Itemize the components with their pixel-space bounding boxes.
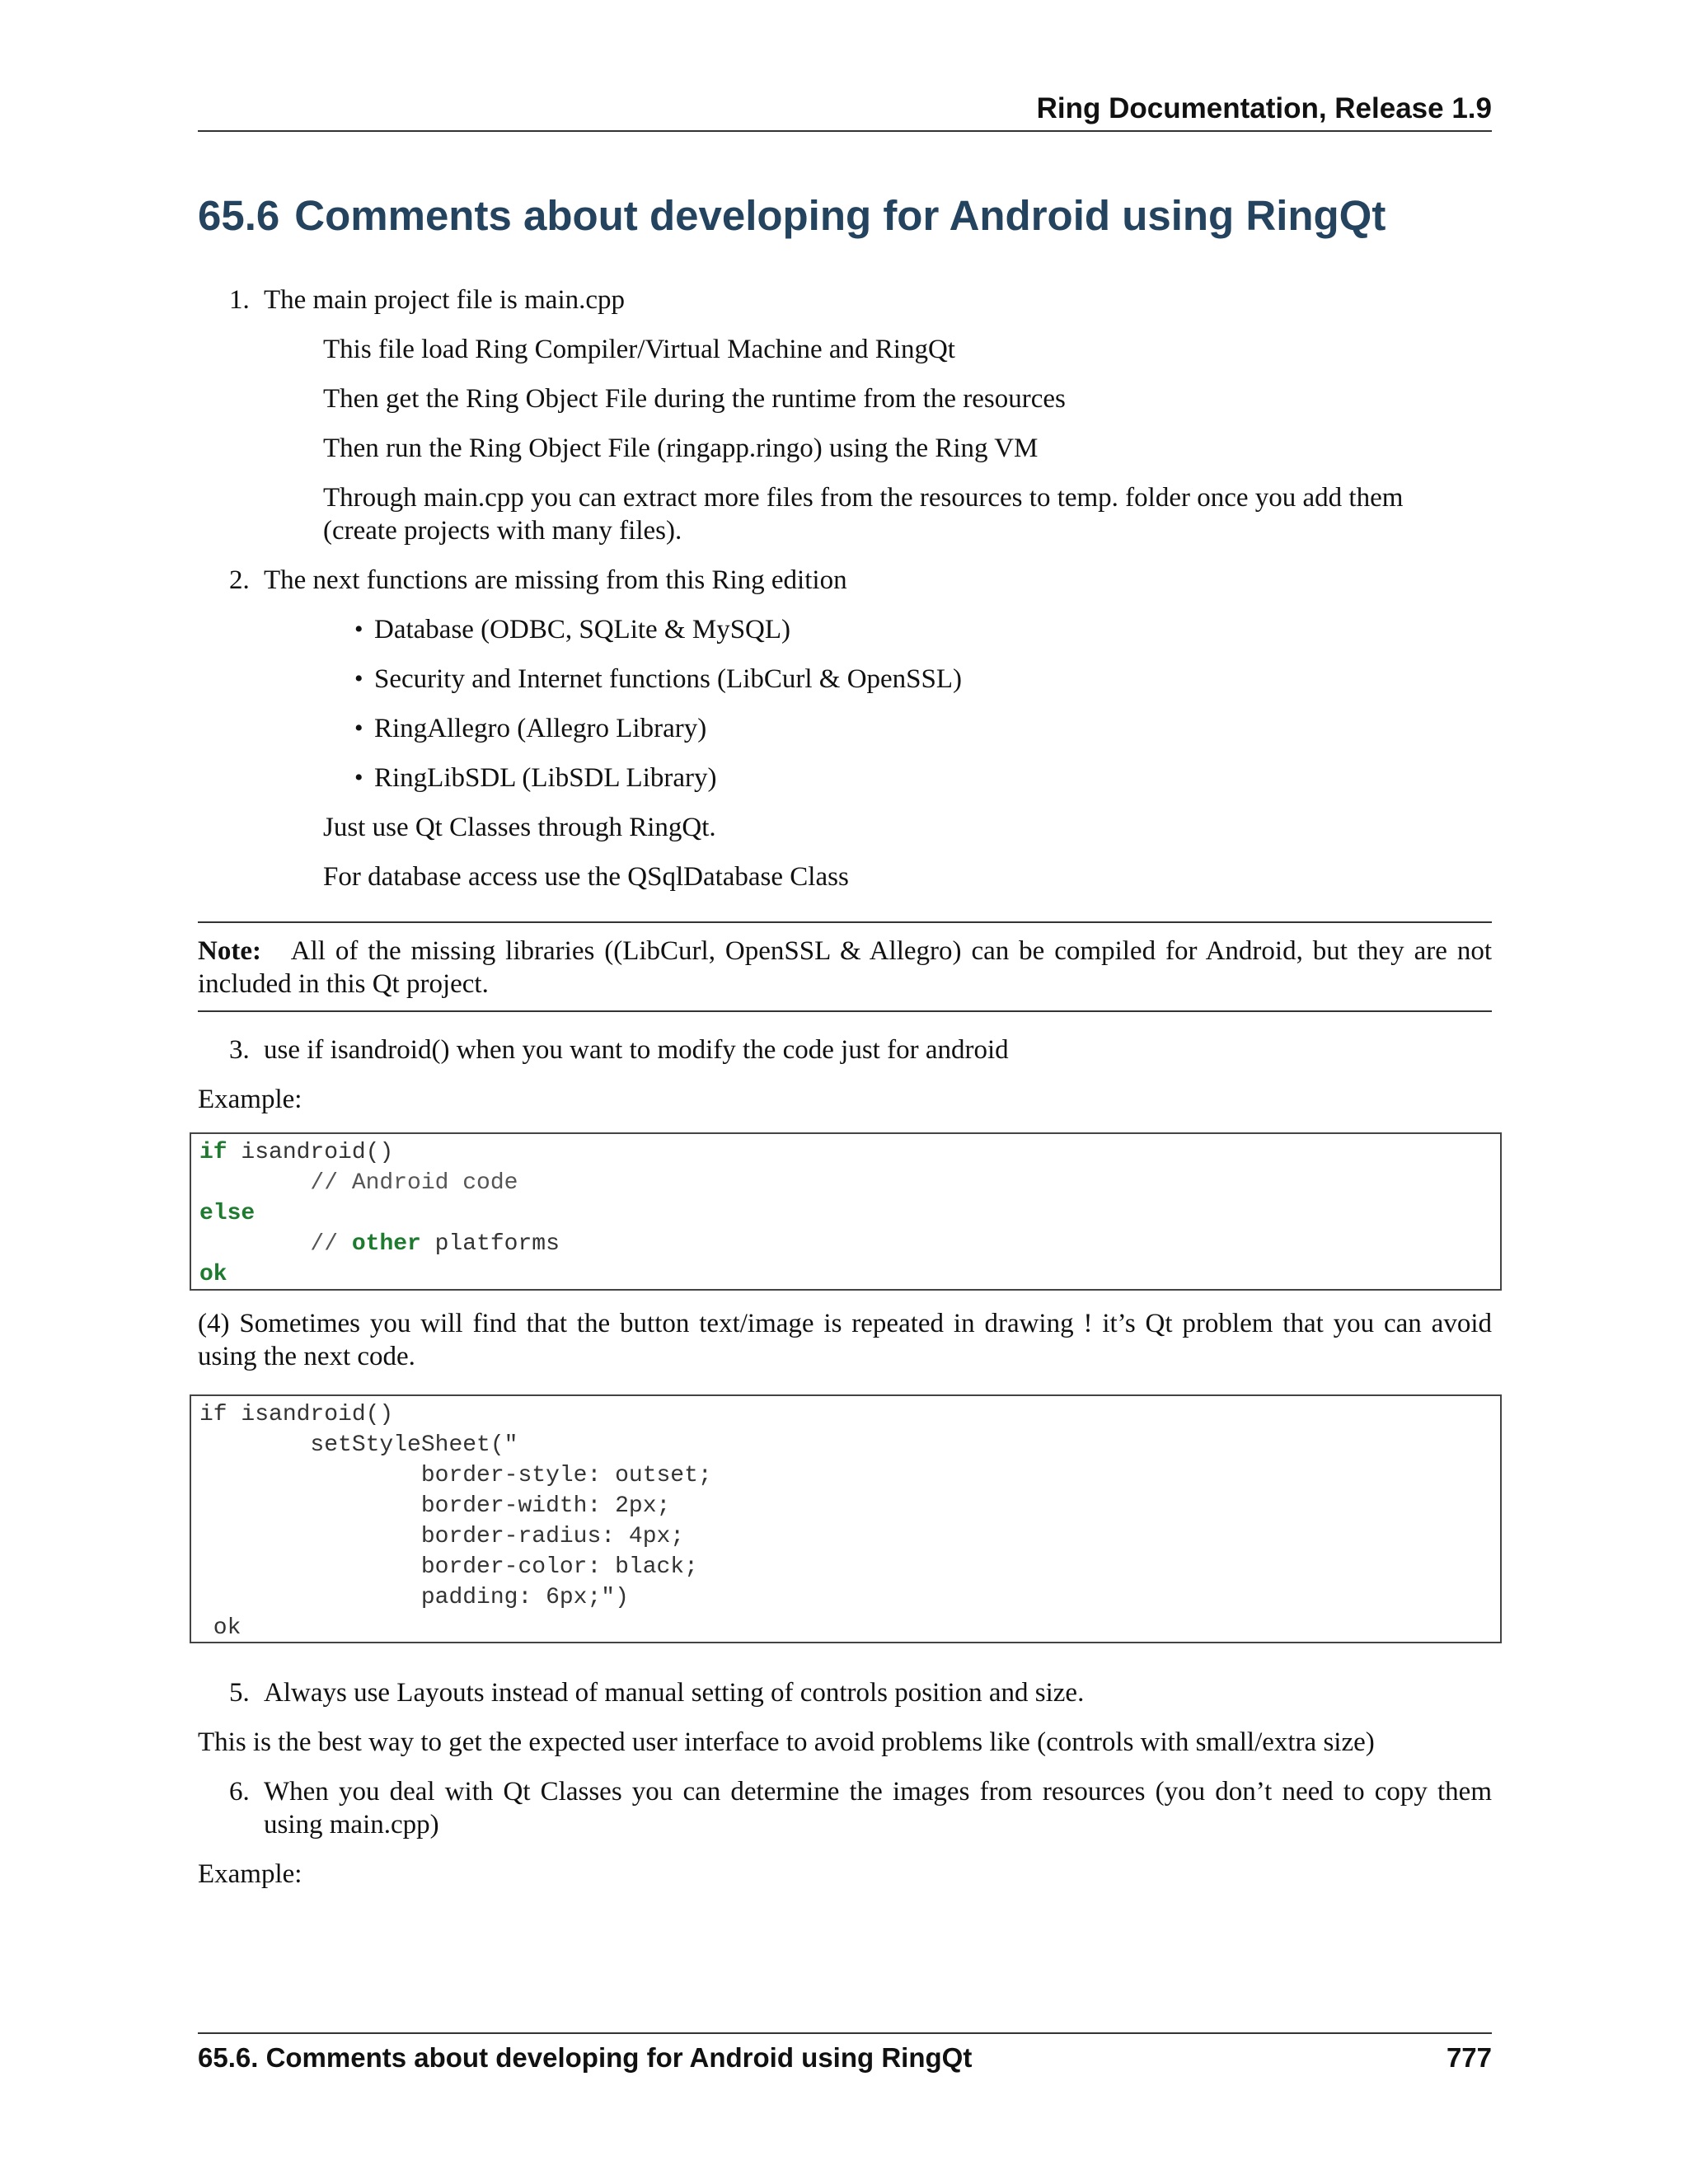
- code-text: isandroid(): [227, 1140, 394, 1165]
- item-5-after: This is the best way to get the expected user interface to avoid problems like (controls with small/extra size): [198, 1727, 1375, 1757]
- note-body: All of the missing libraries ((LibCurl, OpenSSL & Allegro) can be compiled for Android, but they are not included in this Qt project.: [198, 936, 1493, 999]
- bullet-item-4: RingLibSDL (LibSDL Library): [374, 763, 717, 793]
- code-line: padding: 6px;"): [199, 1585, 629, 1610]
- note-box: [198, 921, 1492, 1012]
- bullet-item-2: Security and Internet functions (LibCurl & OpenSSL): [374, 664, 963, 694]
- item-4-line-1: (4) Sometimes you will find that the button text/image is repeated in drawing ! it’s Qt problem that you can avoid: [198, 1309, 1492, 1338]
- item-6-number: 6.: [229, 1777, 250, 1807]
- section-title-text: Comments about developing for Android using RingQt: [294, 192, 1386, 239]
- item-5-text: Always use Layouts instead of manual setting of controls position and size.: [264, 1678, 1085, 1708]
- item-1-line-1: This file load Ring Compiler/Virtual Machine and RingQt: [323, 335, 955, 364]
- bullet-icon: •: [354, 764, 363, 791]
- code-line: [199, 1198, 1492, 1229]
- item-5-number: 5.: [229, 1678, 250, 1708]
- item-6-line-2: using main.cpp): [264, 1810, 439, 1840]
- item-6-line-1: When you deal with Qt Classes you can determine the images from resources (you don’t need to copy them: [264, 1777, 1492, 1807]
- code-keyword: if: [199, 1140, 227, 1165]
- code-keyword: else: [199, 1201, 256, 1226]
- code-keyword: other: [351, 1231, 421, 1257]
- code-block-1: [190, 1132, 1502, 1291]
- code-line: border-color: black;: [199, 1554, 698, 1580]
- code-line: [199, 1259, 1492, 1290]
- item-1-line-4: Through main.cpp you can extract more files from the resources to temp. folder once you add them: [323, 483, 1404, 513]
- item-2-after-2: For database access use the QSqlDatabase Class: [323, 862, 849, 892]
- item-2-text: The next functions are missing from this Ring edition: [264, 565, 847, 595]
- code-text: platforms: [420, 1231, 560, 1257]
- item-3-number: 3.: [229, 1035, 250, 1065]
- code-block-2: [190, 1394, 1502, 1643]
- code-line: [199, 1137, 1492, 1168]
- example-label-1: Example:: [198, 1085, 302, 1114]
- item-2-after-1: Just use Qt Classes through RingQt.: [323, 813, 716, 842]
- item-2-number: 2.: [229, 565, 250, 595]
- footer-section-title: 65.6. Comments about developing for Android using RingQt: [198, 2042, 973, 2073]
- bullet-icon: •: [354, 616, 363, 643]
- item-3-text: use if isandroid() when you want to modify the code just for android: [264, 1035, 1009, 1065]
- running-header: Ring Documentation, Release 1.9: [1036, 92, 1492, 124]
- item-1-line-3: Then run the Ring Object File (ringapp.ringo) using the Ring VM: [323, 434, 1039, 463]
- code-line: [199, 1229, 1492, 1259]
- code-line: // Android code: [199, 1170, 518, 1196]
- item-1-number: 1.: [229, 285, 250, 315]
- code-line: if isandroid(): [199, 1402, 394, 1427]
- code-keyword: ok: [199, 1262, 227, 1287]
- page-number: 777: [1446, 2042, 1492, 2073]
- code-line: setStyleSheet(": [199, 1432, 518, 1458]
- section-number: 65.6: [198, 192, 280, 239]
- item-4-line-2: using the next code.: [198, 1342, 415, 1371]
- code-line: border-style: outset;: [199, 1463, 712, 1488]
- bullet-icon: •: [354, 665, 363, 692]
- code-line: border-radius: 4px;: [199, 1524, 685, 1549]
- footer-rule: [198, 2032, 1492, 2034]
- item-1-line-2: Then get the Ring Object File during the runtime from the resources: [323, 384, 1066, 414]
- bullet-icon: •: [354, 715, 363, 742]
- header-rule: [198, 130, 1492, 132]
- code-line: border-width: 2px;: [199, 1493, 671, 1519]
- item-1-text: The main project file is main.cpp: [264, 285, 626, 315]
- section-title: [198, 191, 1386, 240]
- code-comment: //: [199, 1231, 352, 1257]
- example-label-2: Example:: [198, 1859, 302, 1889]
- item-1-line-5: (create projects with many files).: [323, 516, 682, 546]
- bullet-item-1: Database (ODBC, SQLite & MySQL): [374, 615, 791, 644]
- note-text: [198, 935, 1492, 1001]
- bullet-item-3: RingAllegro (Allegro Library): [374, 714, 707, 743]
- note-label: Note:: [198, 936, 261, 966]
- code-line: ok: [199, 1615, 241, 1641]
